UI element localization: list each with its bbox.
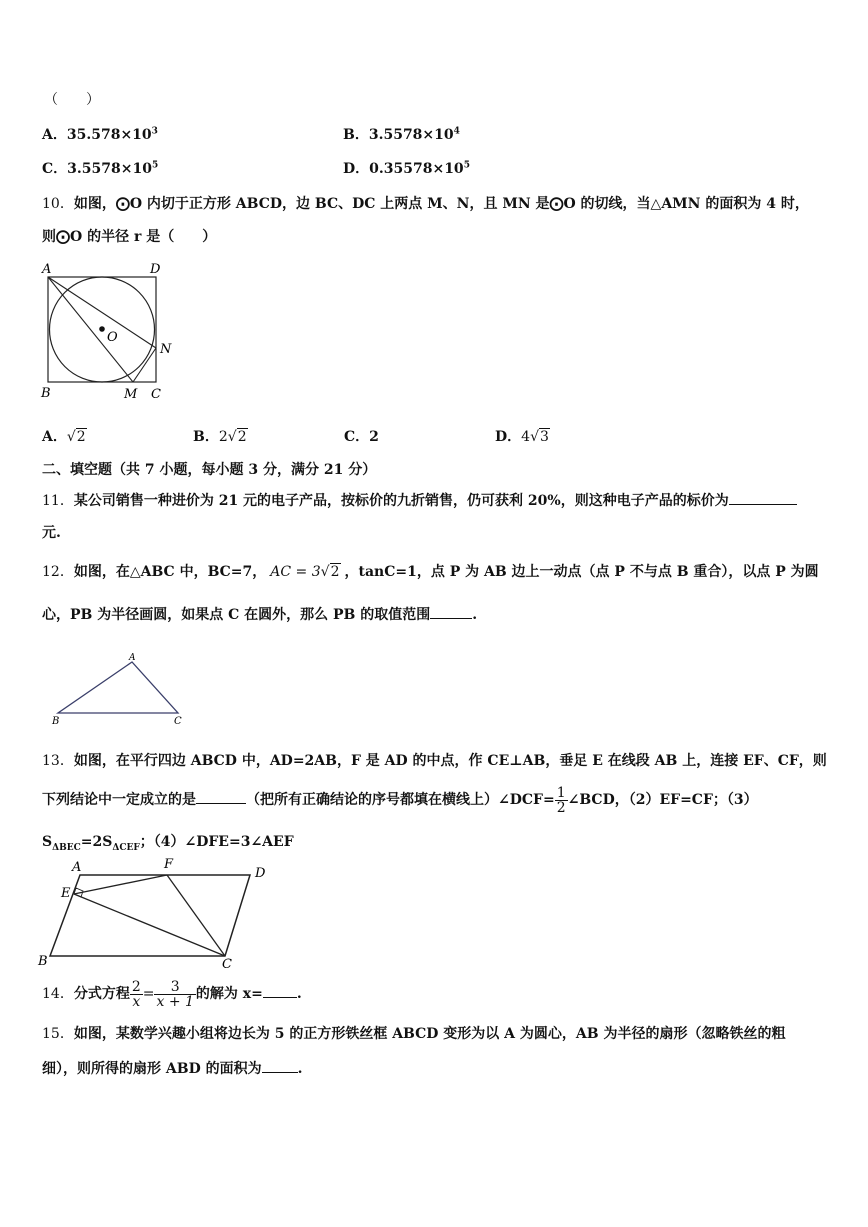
q14-stem — [42, 975, 302, 1013]
radicand: 2 — [330, 564, 340, 580]
question-number: 13． — [42, 753, 74, 769]
label-a: A — [129, 653, 136, 663]
q10-option-a — [42, 428, 87, 446]
fraction-one-half — [555, 786, 568, 815]
q12-stem-line2 — [42, 604, 477, 624]
q10-stem-line1 — [42, 195, 809, 213]
option-label: A． — [42, 429, 67, 445]
numerator: 3 — [154, 980, 195, 995]
question-number: 10． — [42, 196, 74, 212]
triangle-abc — [58, 662, 178, 713]
question-text: 如图，某数学兴趣小组将边长为 5 的正方形铁丝框 ABCD 变形为以 A 为圆心，AB 为半径的扇形（忽略铁丝的粗 — [73, 1026, 786, 1042]
question-text-cont2: ∠BCD，（2）EF=CF；（3） — [567, 792, 758, 808]
q13-stem-line3 — [42, 833, 294, 851]
option-mantissa: 3.5578×10 — [368, 127, 454, 143]
option-label: A． — [42, 127, 67, 143]
label-d: D — [150, 262, 161, 277]
denominator: x + 1 — [156, 993, 194, 1010]
q12-figure — [50, 650, 190, 728]
label-f: F — [164, 857, 174, 872]
coefficient: 2 — [218, 429, 228, 445]
q9-option-a — [42, 126, 158, 144]
sqrt-expression: √2 — [66, 429, 86, 445]
q10-figure — [38, 260, 188, 405]
q10-option-b — [193, 428, 248, 446]
q13-stem-line1 — [42, 752, 827, 770]
sqrt-expression: 2√2 — [218, 429, 247, 445]
answer-blank[interactable] — [263, 983, 297, 998]
formula-lhs: AC = 3 — [270, 564, 321, 580]
option-exponent: 4 — [453, 126, 460, 137]
answer-blank[interactable] — [430, 604, 472, 619]
fraction-lhs — [130, 980, 143, 1009]
option-label: B． — [193, 429, 219, 445]
option-label: C． — [42, 161, 68, 177]
s-bec: S — [42, 834, 53, 850]
parallelogram-abcd — [50, 875, 250, 956]
label-d: D — [255, 866, 266, 881]
radicand: 2 — [76, 429, 86, 445]
label-b: B — [52, 716, 60, 727]
question-text-cont: 的解为 x= — [195, 986, 263, 1002]
formula-ac: AC = 3√2 — [270, 564, 340, 580]
label-b: B — [41, 386, 51, 401]
label-m: M — [124, 387, 138, 402]
question-number: 14． — [42, 986, 74, 1002]
denominator: x — [132, 993, 141, 1010]
question-number: 15． — [42, 1026, 74, 1042]
s-bec-sub: ΔBEC — [52, 842, 81, 853]
q12-stem-line1 — [42, 563, 819, 581]
equals-sign: = — [142, 986, 155, 1002]
question-text: 分式方程 — [73, 986, 130, 1002]
q10-stem-line2: 则⨀O 的半径 r 是（ ） — [42, 229, 217, 245]
question-text: 如图，在△ABC 中，BC=7， — [73, 564, 267, 580]
question-text: 下列结论中一定成立的是 — [42, 792, 196, 808]
segment-am — [48, 277, 133, 382]
label-o: O — [107, 330, 118, 345]
period: . — [296, 986, 302, 1002]
denominator: 2 — [556, 799, 566, 816]
option-label: D． — [343, 161, 370, 177]
label-a: A — [42, 262, 52, 277]
option-label: C． — [344, 429, 370, 445]
sqrt-expression: 4√3 — [521, 429, 549, 445]
segment-ef — [74, 875, 167, 894]
q9-option-d — [343, 160, 470, 178]
q10-option-d — [495, 428, 550, 446]
answer-blank[interactable] — [262, 1058, 298, 1073]
option-exponent: 5 — [151, 160, 159, 171]
label-e: E — [61, 886, 71, 901]
option-exponent: 5 — [463, 160, 470, 171]
segment-an — [48, 277, 156, 348]
numerator: 2 — [131, 978, 141, 995]
fraction-rhs — [154, 980, 195, 1009]
label-c: C — [174, 716, 182, 727]
option-value: 2 — [369, 429, 379, 445]
numerator: 1 — [556, 784, 566, 801]
segment-mn — [133, 348, 156, 382]
section-heading-fill-in: 二、填空题（共 7 小题，每小题 3 分，满分 21 分） — [42, 462, 377, 478]
q9-option-c — [42, 160, 158, 178]
question-text: 某公司销售一种进价为 21 元的电子产品，按标价的九折销售，仍可获利 20%，则这种电子产品的标价为 — [73, 493, 729, 509]
question-text-cont: ，tanC=1，点 P 为 AB 边上一动点（点 P 不与点 B 重合），以点 P 为圆 — [344, 564, 819, 580]
label-n: N — [160, 342, 172, 357]
option-mantissa: 3.5578×10 — [67, 161, 152, 177]
radicand: 3 — [539, 429, 549, 445]
question-number: 12． — [42, 564, 74, 580]
q10-option-c — [344, 428, 379, 446]
option-label: B． — [343, 127, 369, 143]
option-mantissa: 0.35578×10 — [369, 161, 464, 177]
q11-stem — [42, 490, 797, 510]
answer-blank[interactable] — [729, 490, 797, 505]
period: . — [297, 1061, 303, 1077]
period: . — [472, 607, 478, 623]
label-a: A — [72, 860, 82, 875]
s-cef-sub: ΔCEF — [112, 842, 140, 853]
label-c: C — [151, 387, 161, 402]
question-text: 如图，在平行四边 ABCD 中，AD=2AB，F 是 AD 的中点，作 CE⊥AB，垂足 E 在线段 AB 上，连接 EF、CF，则 — [73, 753, 827, 769]
coefficient: 4 — [521, 429, 531, 445]
q15-stem-line1 — [42, 1025, 785, 1043]
center-point-o — [99, 326, 105, 332]
answer-blank[interactable] — [196, 789, 246, 804]
option-label: D． — [495, 429, 522, 445]
question-text-tail: ；（4）∠DFE=3∠AEF — [139, 834, 294, 850]
label-c: C — [222, 957, 232, 972]
question-text: 心，PB 为半径画圆，如果点 C 在圆外，那么 PB 的取值范围 — [42, 607, 431, 623]
radicand: 2 — [237, 429, 247, 445]
q9-option-b — [343, 126, 460, 144]
option-mantissa: 35.578×10 — [66, 127, 152, 143]
q11-tail: 元. — [42, 525, 61, 541]
question-number: 11． — [42, 493, 74, 509]
question-text-cont: （把所有正确结论的序号都填在横线上）∠DCF= — [246, 792, 555, 808]
option-exponent: 3 — [151, 126, 158, 137]
question-text: 细），则所得的扇形 ABD 的面积为 — [42, 1061, 262, 1077]
label-b: B — [38, 954, 48, 969]
q13-figure — [36, 855, 276, 973]
q9-answer-paren: （ ） — [44, 92, 100, 108]
q15-stem-line2 — [42, 1058, 302, 1078]
s-eq: =2S — [80, 834, 113, 850]
q13-stem-line2 — [42, 781, 758, 819]
question-text: 如图，⨀O 内切于正方形 ABCD，边 BC、DC 上两点 M、N，且 MN 是⨀O 的切线，当△AMN 的面积为 4 时， — [73, 196, 809, 212]
